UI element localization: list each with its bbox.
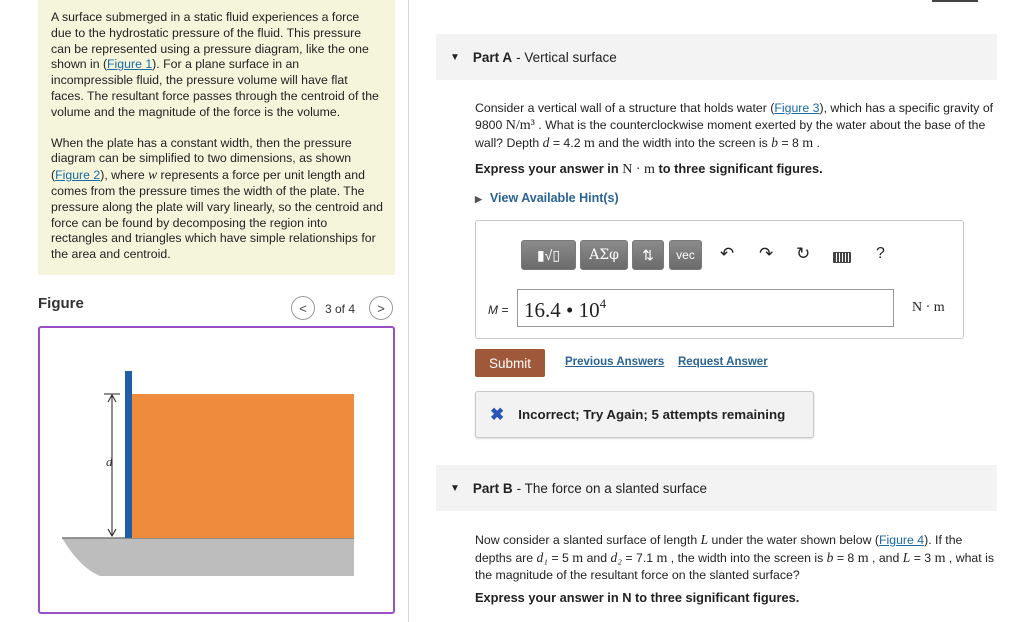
next-figure-button[interactable] [369,296,393,320]
figure-header [38,294,395,322]
help-icon[interactable]: ? [876,245,885,262]
figure-2-link[interactable]: Figure 2 [55,168,101,183]
part-b-instructions: Express your answer in N to three significant figures. [475,590,800,605]
feedback-message: ✖ Incorrect; Try Again; 5 attempts remaining [475,391,814,438]
reset-icon[interactable]: ↻ [796,244,811,263]
column-divider [408,0,409,622]
part-b-title: - The force on a slanted surface [516,480,708,496]
vertical-wall-diagram [40,328,393,612]
collapse-triangle-icon: ▼ [450,51,460,63]
answer-input[interactable]: 16.4 • $10^4$ [517,289,894,327]
top-tab-indicator [932,0,978,2]
request-answer-link[interactable]: Request Answer [678,356,768,368]
chevron-left-icon: < [299,300,307,316]
part-a-question: Consider a vertical wall of a structure that holds water (Figure 3), which has a specific gravity of 9800 N/m³ . What is the counterclockwise moment exerted by the water about the base of the wall? Depth d = 4.2 m and the width into the screen is b = 8 m . [475,101,994,151]
previous-answers-link[interactable]: Previous Answers [565,356,665,368]
figure-counter: 3 of 4 [325,302,356,316]
part-a-title: - Vertical surface [516,49,617,65]
collapse-triangle-icon: ▼ [450,482,460,494]
ground-shape [62,538,354,576]
undo-icon[interactable]: ↶ [720,244,735,263]
figure-3-link[interactable]: Figure 3 [774,101,820,115]
figure-4-link[interactable]: Figure 4 [878,533,925,547]
arrows-button[interactable] [632,240,664,270]
submit-button[interactable]: Submit [475,349,545,377]
vertical-wall [125,371,132,538]
answer-unit: N · m [912,300,945,315]
depth-label: d [106,454,113,469]
problem-intro [38,0,395,275]
part-a-header[interactable] [436,34,997,80]
part-b-header[interactable] [436,465,997,511]
keyboard-icon[interactable] [833,252,851,263]
greek-symbols-button[interactable] [580,240,628,270]
templates-button[interactable] [521,240,576,270]
previous-figure-button[interactable] [291,296,315,320]
water-region [132,394,354,538]
incorrect-x-icon: ✖ [490,404,505,424]
part-a-instructions: Express your answer in N · m to three significant figures. [475,161,823,177]
answer-label: M = [488,303,509,317]
chevron-right-icon: > [377,300,385,316]
part-b-label: Part B [472,480,513,496]
figure-1-link[interactable]: Figure 1 [107,57,153,72]
templates-icon: ▮√▯ [536,246,561,263]
intro-paragraph-1: A surface submerged in a static fluid experiences a force due to the hydrostatic pressure of the fluid. This pressure can be represented using a pressure diagram, like the one shown in (Figure 1). For a plane surface in an incompressible fluid, the pressure volume will have flat faces. The resultant force passes through the centroid of the volume and the magnitude of the force is the volume. [51,10,379,119]
figure-panel [38,326,395,614]
part-b-question: Now consider a slanted surface of length L under the water shown below (Figure 4). If the depths are d₁ = 5 m and d₂ = 7.1 m , the width into the screen is b = 8 m , and L = 3 m , what is the magnitude of the resultant force on the slanted surface? [475,532,994,582]
part-a-label: Part A [472,49,513,65]
arrows-icon: ⇅ [642,246,654,263]
redo-icon[interactable]: ↷ [759,244,774,263]
vector-button[interactable] [669,240,702,270]
figure-title: Figure [38,295,84,312]
vec-icon: vec [676,248,695,262]
view-hints-toggle[interactable]: ▶ View Available Hint(s) [475,191,619,205]
greek-icon: ΑΣφ [589,247,619,263]
answer-panel [475,220,964,339]
caret-right-icon: ▶ [475,194,482,204]
intro-paragraph-2: When the plate has a constant width, then the pressure diagram can be simplified to two dimensions, as shown (Figure 2), where w represents a force per unit length and comes from the pressure times the width of the plate. The pressure along the plate will vary linearly, so the centroid and force can be found by decomposing the region into rectangles and triangles which have simple relationships for the area and centroid. [51,135,383,262]
